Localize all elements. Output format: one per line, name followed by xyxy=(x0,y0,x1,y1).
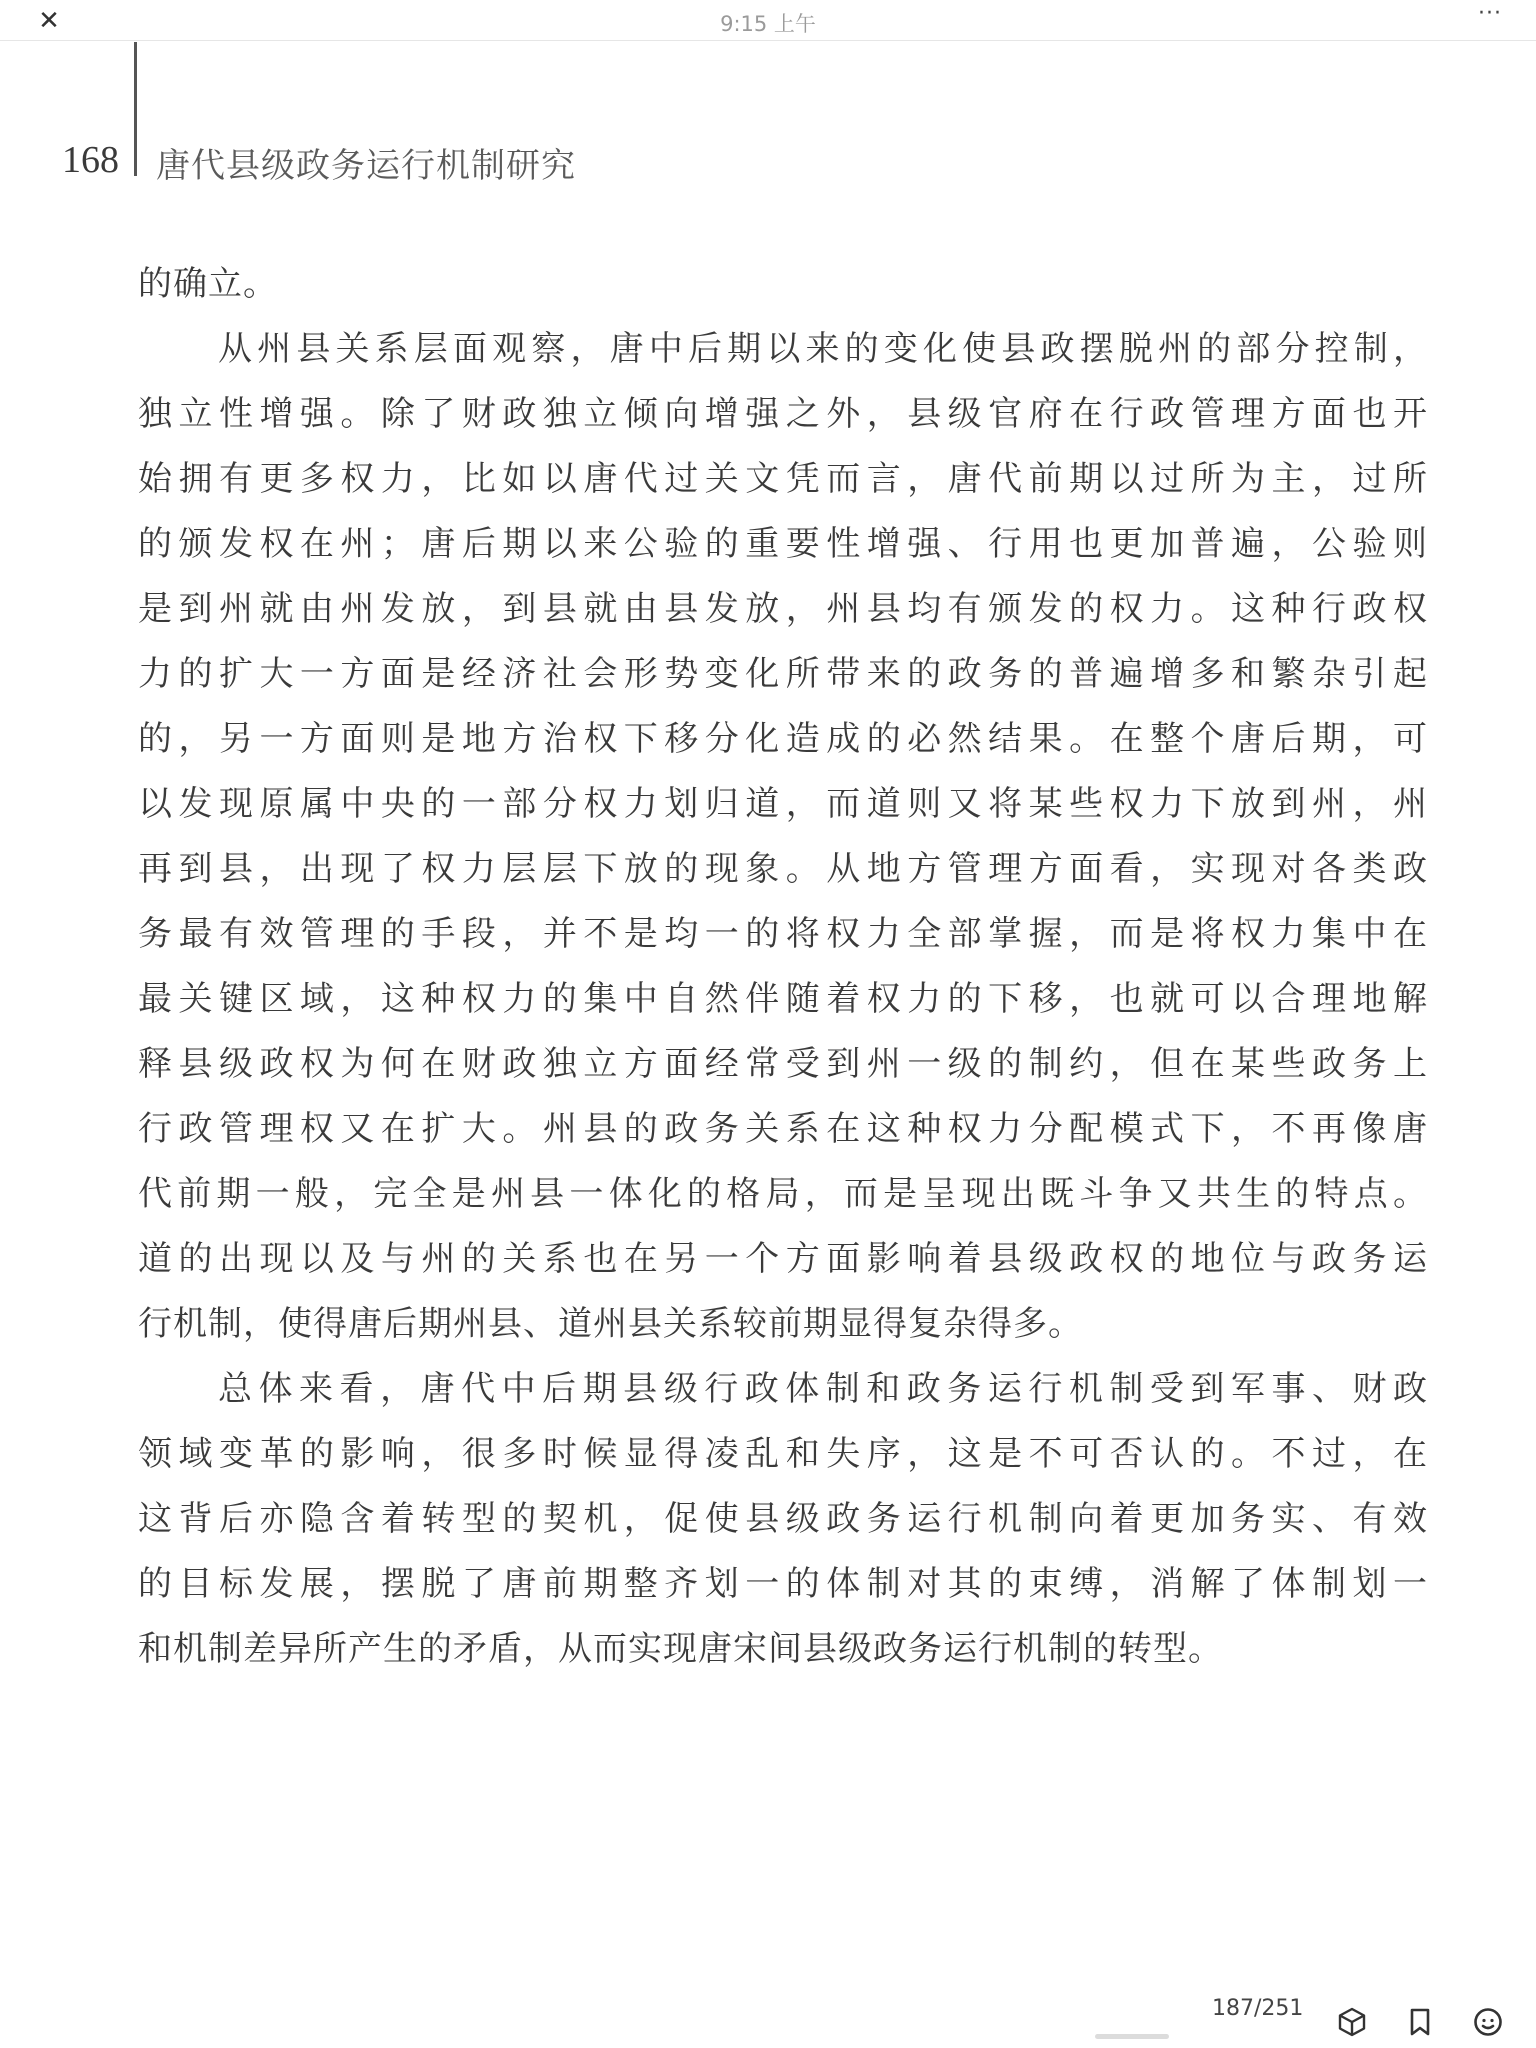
page-number: 168 xyxy=(62,139,119,181)
text-line: 的，另一方面则是地方治权下移分化造成的必然结果。在整个唐后期，可 xyxy=(138,719,1428,759)
text-line: 从州县关系层面观察，唐中后期以来的变化使县政摆脱州的部分控制， xyxy=(218,329,1428,369)
close-button[interactable]: ✕ xyxy=(38,6,60,36)
text-line: 再到县，出现了权力层层下放的现象。从地方管理方面看，实现对各类政 xyxy=(138,849,1428,889)
text-line: 这背后亦隐含着转型的契机，促使县级政务运行机制向着更加务实、有效 xyxy=(138,1499,1428,1539)
page-indicator: 187/251 xyxy=(1212,1996,1304,2021)
text-line: 行机制，使得唐后期州县、道州县关系较前期显得复杂得多。 xyxy=(138,1304,1083,1344)
more-options-button[interactable]: ··· xyxy=(1478,1,1502,26)
bookmark-icon[interactable] xyxy=(1404,2006,1436,2038)
text-line: 总体来看，唐代中后期县级行政体制和政务运行机制受到军事、财政 xyxy=(218,1369,1428,1409)
text-line: 行政管理权又在扩大。州县的政务关系在这种权力分配模式下，不再像唐 xyxy=(138,1109,1428,1149)
text-line: 最关键区域，这种权力的集中自然伴随着权力的下移，也就可以合理地解 xyxy=(138,979,1428,1019)
text-line: 的颁发权在州；唐后期以来公验的重要性增强、行用也更加普遍，公验则 xyxy=(138,524,1428,564)
text-line: 是到州就由州发放，到县就由县发放，州县均有颁发的权力。这种行政权 xyxy=(138,589,1428,629)
text-line: 的确立。 xyxy=(138,264,278,304)
home-indicator[interactable] xyxy=(1095,2034,1169,2039)
chat-bot-icon[interactable] xyxy=(1472,2006,1504,2038)
text-line: 和机制差异所产生的矛盾，从而实现唐宋间县级政务运行机制的转型。 xyxy=(138,1629,1223,1669)
text-line: 始拥有更多权力，比如以唐代过关文凭而言，唐代前期以过所为主，过所 xyxy=(138,459,1428,499)
status-time: 9:15 上午 xyxy=(720,12,816,36)
page-body-text xyxy=(138,252,1428,1682)
text-line: 独立性增强。除了财政独立倾向增强之外，县级官府在行政管理方面也开 xyxy=(138,394,1428,434)
text-line: 释县级政权为何在财政独立方面经常受到州一级的制约，但在某些政务上 xyxy=(138,1044,1428,1084)
text-line: 力的扩大一方面是经济社会形势变化所带来的政务的普遍增多和繁杂引起 xyxy=(138,654,1428,694)
top-status-bar xyxy=(0,0,1536,41)
cube-icon[interactable] xyxy=(1336,2006,1368,2038)
book-title: 唐代县级政务运行机制研究 xyxy=(156,146,576,186)
text-line: 务最有效管理的手段，并不是均一的将权力全部掌握，而是将权力集中在 xyxy=(138,914,1428,954)
header-divider xyxy=(134,42,137,176)
text-line: 代前期一般，完全是州县一体化的格局，而是呈现出既斗争又共生的特点。 xyxy=(138,1174,1428,1214)
text-line: 以发现原属中央的一部分权力划归道，而道则又将某些权力下放到州，州 xyxy=(138,784,1428,824)
text-line: 领域变革的影响，很多时候显得凌乱和失序，这是不可否认的。不过，在 xyxy=(138,1434,1428,1474)
text-line: 的目标发展，摆脱了唐前期整齐划一的体制对其的束缚，消解了体制划一 xyxy=(138,1564,1428,1604)
text-line: 道的出现以及与州的关系也在另一个方面影响着县级政权的地位与政务运 xyxy=(138,1239,1428,1279)
